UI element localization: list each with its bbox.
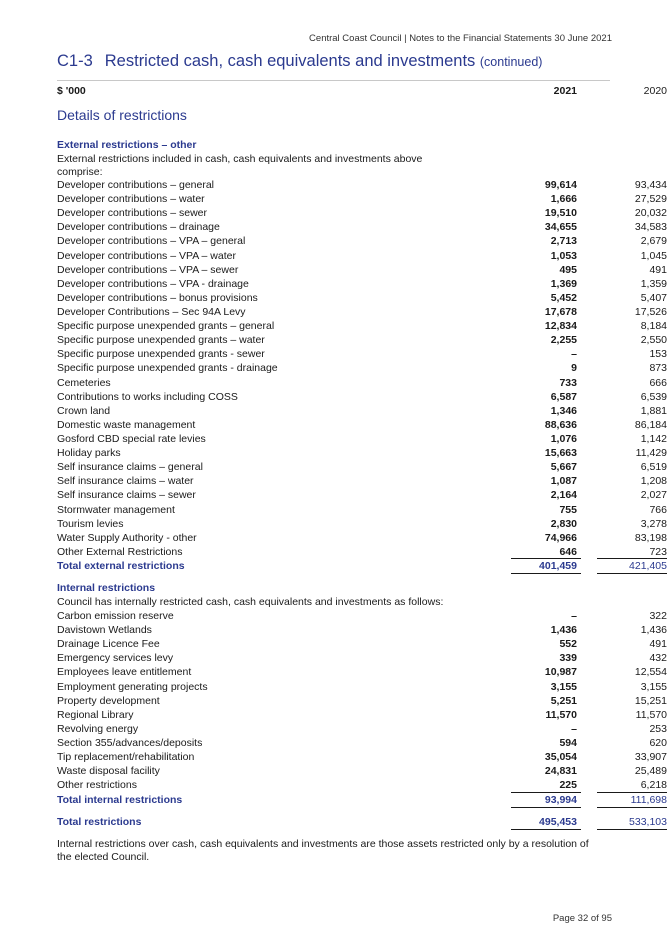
value-2020: 491 — [649, 638, 667, 651]
value-2020: 86,184 — [634, 418, 667, 431]
table-row — [57, 736, 667, 750]
total-2021: 495,453 — [539, 816, 577, 828]
row-label: Developer contributions – water — [57, 193, 205, 206]
divider — [511, 573, 581, 574]
row-label: Developer contributions – bonus provisions — [57, 291, 258, 304]
row-label: Developer contributions – VPA – water — [57, 249, 236, 262]
internal-intro: Council has internally restricted cash, cash equivalents and investments as follows: — [57, 596, 444, 608]
table-row — [57, 376, 667, 390]
total-2020: 421,405 — [629, 560, 667, 572]
row-label: Stormwater management — [57, 503, 175, 516]
table-row — [57, 178, 667, 192]
value-2020: 1,436 — [640, 624, 667, 637]
row-label: Contributions to works including COSS — [57, 390, 238, 403]
value-2021: – — [571, 722, 577, 735]
row-label: Domestic waste management — [57, 418, 196, 431]
row-label: Carbon emission reserve — [57, 610, 174, 622]
divider — [597, 573, 667, 574]
value-2021: 339 — [559, 652, 577, 665]
value-2021: 99,614 — [544, 179, 577, 191]
row-label: Holiday parks — [57, 447, 121, 460]
value-2021: 552 — [559, 638, 577, 651]
value-2021: 2,255 — [550, 334, 577, 347]
value-2021: 225 — [559, 779, 577, 792]
total-2020: 533,103 — [629, 816, 667, 828]
value-2021: – — [571, 610, 577, 622]
row-label: Water Supply Authority - other — [57, 531, 197, 544]
value-2021: 1,076 — [550, 432, 577, 445]
table-row — [57, 665, 667, 679]
value-2020: 723 — [649, 545, 667, 558]
row-label: Emergency services levy — [57, 652, 174, 665]
table-row — [57, 361, 667, 375]
row-label: Developer Contributions – Sec 94A Levy — [57, 305, 246, 318]
value-2021: 5,452 — [550, 291, 577, 304]
value-2020: 1,359 — [640, 277, 667, 290]
value-2020: 34,583 — [634, 221, 667, 234]
value-2020: 83,198 — [634, 531, 667, 544]
note-number: C1-3 — [57, 52, 93, 70]
value-2021: 88,636 — [544, 418, 577, 431]
value-2020: 5,407 — [640, 291, 667, 304]
value-2021: – — [571, 348, 577, 361]
internal-rows — [57, 609, 667, 792]
table-row — [57, 708, 667, 722]
value-2021: 594 — [559, 736, 577, 749]
total-label: Total external restrictions — [57, 560, 185, 572]
value-2021: 17,678 — [544, 305, 577, 318]
table-row — [57, 305, 667, 319]
year-2020-header: 2020 — [643, 85, 667, 97]
value-2021: 1,369 — [550, 277, 577, 290]
row-label: Developer contributions – VPA – general — [57, 235, 246, 248]
table-row — [57, 390, 667, 404]
value-2020: 93,434 — [634, 179, 667, 191]
external-rows — [57, 178, 667, 559]
divider — [511, 829, 581, 830]
table-row — [57, 404, 667, 418]
divider — [511, 558, 581, 559]
row-label: Self insurance claims – water — [57, 475, 194, 488]
total-label: Total internal restrictions — [57, 794, 183, 806]
value-2020: 2,679 — [640, 235, 667, 248]
value-2021: 1,436 — [550, 624, 577, 637]
value-2021: 495 — [559, 263, 577, 276]
value-2020: 873 — [649, 362, 667, 375]
value-2021: 646 — [559, 545, 577, 558]
value-2021: 1,087 — [550, 475, 577, 488]
table-row — [57, 651, 667, 665]
divider — [597, 792, 667, 793]
total-label: Total restrictions — [57, 816, 142, 828]
note-title: Restricted cash, cash equivalents and investments — [104, 52, 476, 70]
value-2021: 755 — [559, 503, 577, 516]
divider — [511, 792, 581, 793]
table-row — [57, 192, 667, 206]
row-label: Davistown Wetlands — [57, 624, 152, 637]
value-2021: 11,570 — [545, 708, 577, 721]
table-row — [57, 722, 667, 736]
divider — [511, 807, 581, 808]
value-2020: 3,155 — [640, 680, 667, 693]
value-2020: 11,570 — [635, 708, 667, 721]
grand-total-row — [57, 815, 667, 829]
value-2020: 17,526 — [634, 305, 667, 318]
row-label: Specific purpose unexpended grants - sewer — [57, 348, 265, 361]
value-2020: 253 — [649, 722, 667, 735]
row-label: Developer contributions – drainage — [57, 221, 220, 234]
value-2021: 10,987 — [544, 666, 577, 679]
table-row — [57, 694, 667, 708]
row-label: Tip replacement/rehabilitation — [57, 751, 195, 764]
units-label: $ '000 — [57, 85, 86, 97]
row-label: Self insurance claims – sewer — [57, 489, 196, 502]
value-2021: 34,655 — [544, 221, 577, 234]
table-row — [57, 206, 667, 220]
value-2020: 153 — [649, 348, 667, 361]
table-row — [57, 503, 667, 517]
value-2020: 491 — [649, 263, 667, 276]
table-row — [57, 517, 667, 531]
value-2021: 1,346 — [550, 404, 577, 417]
row-label: Regional Library — [57, 708, 134, 721]
value-2020: 1,208 — [640, 475, 667, 488]
value-2021: 733 — [559, 376, 577, 389]
value-2020: 2,027 — [640, 489, 667, 502]
row-label: Specific purpose unexpended grants – general — [57, 320, 275, 333]
value-2020: 3,278 — [640, 517, 667, 530]
row-label: Other External Restrictions — [57, 545, 183, 558]
table-row — [57, 347, 667, 361]
table-row — [57, 764, 667, 778]
continued-label: (continued) — [479, 55, 543, 69]
value-2020: 322 — [649, 610, 667, 622]
table-row — [57, 263, 667, 277]
table-row — [57, 333, 667, 347]
row-label: Developer contributions – VPA - drainage — [57, 277, 249, 290]
table-row — [57, 474, 667, 488]
table-row — [57, 319, 667, 333]
column-header-row — [57, 80, 667, 99]
divider — [597, 558, 667, 559]
internal-total-row — [57, 793, 667, 807]
row-label: Specific purpose unexpended grants – water — [57, 334, 265, 347]
total-2020: 111,698 — [630, 794, 667, 806]
row-label: Section 355/advances/deposits — [57, 736, 203, 749]
table-row — [57, 545, 667, 559]
row-label: Employment generating projects — [57, 680, 208, 693]
value-2021: 3,155 — [550, 680, 577, 693]
value-2021: 2,713 — [550, 235, 577, 248]
table-row — [57, 778, 667, 792]
row-label: Specific purpose unexpended grants - drainage — [57, 362, 278, 375]
value-2021: 9 — [571, 362, 577, 375]
value-2021: 19,510 — [544, 207, 577, 220]
row-label: Tourism levies — [57, 517, 124, 530]
value-2020: 6,539 — [640, 390, 667, 403]
table-row — [57, 609, 667, 623]
value-2021: 24,831 — [544, 765, 577, 778]
row-label: Waste disposal facility — [57, 765, 160, 778]
value-2021: 12,834 — [544, 320, 577, 333]
value-2021: 1,053 — [550, 249, 577, 262]
table-row — [57, 488, 667, 502]
table-row — [57, 637, 667, 651]
value-2020: 1,142 — [640, 432, 667, 445]
value-2021: 5,667 — [550, 461, 577, 474]
external-total-row — [57, 559, 667, 573]
row-label: Employees leave entitlement — [57, 666, 192, 679]
row-label: Property development — [57, 694, 160, 707]
external-intro: External restrictions included in cash, cash equivalents and investments above comprise: — [57, 153, 423, 178]
value-2020: 11,429 — [635, 447, 667, 460]
page-title — [57, 52, 542, 71]
value-2020: 33,907 — [634, 751, 667, 764]
row-label: Gosford CBD special rate levies — [57, 432, 206, 445]
value-2020: 20,032 — [634, 207, 667, 220]
table-row — [57, 277, 667, 291]
value-2021: 35,054 — [544, 751, 577, 764]
row-label: Developer contributions – general — [57, 179, 215, 191]
table-row — [57, 234, 667, 248]
section-subtitle: Details of restrictions — [57, 107, 187, 123]
row-label: Other restrictions — [57, 779, 137, 792]
row-label: Developer contributions – sewer — [57, 207, 207, 220]
value-2020: 666 — [649, 376, 667, 389]
table-row — [57, 432, 667, 446]
row-label: Revolving energy — [57, 722, 139, 735]
value-2020: 6,218 — [640, 779, 667, 792]
value-2021: 2,164 — [550, 489, 577, 502]
footnote: Internal restrictions over cash, cash equivalents and investments are those assets restricted only by a resolution of the elected Council. — [57, 838, 589, 863]
value-2020: 6,519 — [640, 461, 667, 474]
value-2021: 15,663 — [544, 447, 577, 460]
value-2021: 6,587 — [550, 390, 577, 403]
value-2021: 2,830 — [550, 517, 577, 530]
divider — [597, 807, 667, 808]
value-2020: 2,550 — [640, 334, 667, 347]
value-2020: 766 — [649, 503, 667, 516]
value-2020: 25,489 — [634, 765, 667, 778]
value-2020: 12,554 — [634, 666, 667, 679]
table-row — [57, 750, 667, 764]
row-label: Drainage Licence Fee — [57, 638, 160, 651]
table-row — [57, 249, 667, 263]
total-2021: 93,994 — [544, 794, 577, 806]
table-row — [57, 531, 667, 545]
row-label: Self insurance claims – general — [57, 461, 203, 474]
divider — [597, 829, 667, 830]
row-label: Developer contributions – VPA – sewer — [57, 263, 239, 276]
table-row — [57, 623, 667, 637]
value-2020: 8,184 — [640, 320, 667, 333]
external-heading: External restrictions – other — [57, 139, 197, 151]
table-row — [57, 418, 667, 432]
running-header: Central Coast Council | Notes to the Financial Statements 30 June 2021 — [309, 33, 612, 44]
table-row — [57, 291, 667, 305]
value-2020: 27,529 — [634, 193, 667, 206]
total-2021: 401,459 — [539, 560, 577, 572]
year-2021-header: 2021 — [553, 85, 577, 97]
value-2020: 620 — [649, 736, 667, 749]
page-number: Page 32 of 95 — [552, 913, 612, 924]
table-row — [57, 446, 667, 460]
internal-heading: Internal restrictions — [57, 582, 156, 594]
value-2021: 74,966 — [544, 531, 577, 544]
value-2021: 5,251 — [550, 694, 577, 707]
table-row — [57, 680, 667, 694]
table-row — [57, 460, 667, 474]
value-2020: 1,045 — [640, 249, 667, 262]
value-2021: 1,666 — [550, 193, 577, 206]
value-2020: 432 — [649, 652, 667, 665]
value-2020: 15,251 — [634, 694, 667, 707]
row-label: Crown land — [57, 404, 111, 417]
table-row — [57, 220, 667, 234]
row-label: Cemeteries — [57, 376, 111, 389]
value-2020: 1,881 — [640, 404, 667, 417]
